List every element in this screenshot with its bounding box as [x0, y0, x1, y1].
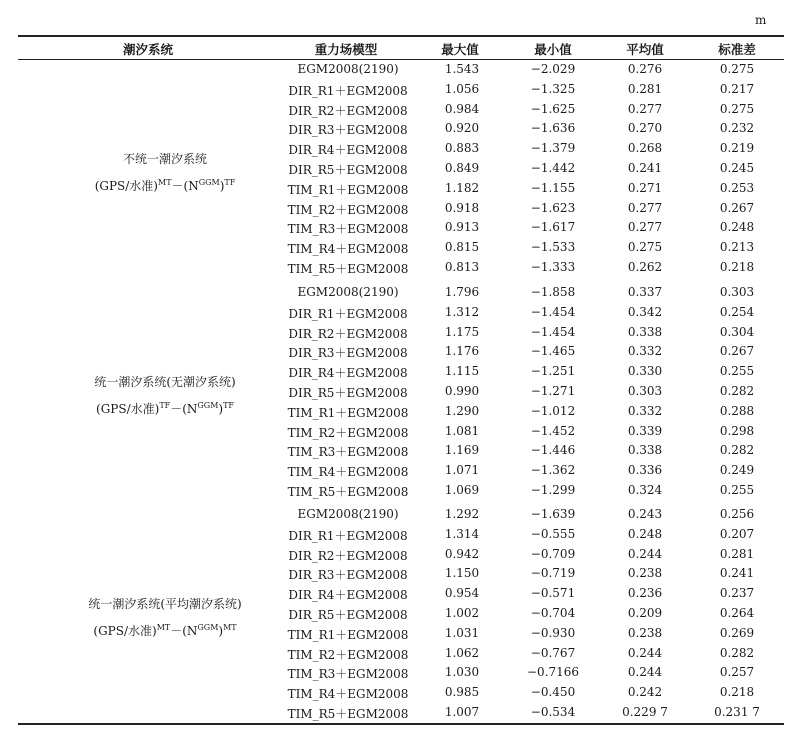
- cell-min: −1.639: [530, 507, 576, 521]
- cell-model: DIR_R3＋EGM2008: [288, 568, 408, 583]
- tide-system-title: 统一潮汐系统(无潮汐系统): [94, 374, 236, 389]
- header-tide-system: 潮汐系统: [122, 42, 174, 57]
- cell-model: DIR_R5＋EGM2008: [288, 608, 408, 622]
- cell-mean: 0.238: [627, 625, 663, 640]
- cell-mean: 0.268: [627, 141, 663, 156]
- cell-max: 0.813: [444, 260, 480, 274]
- cell-mean: 0.330: [627, 364, 663, 379]
- cell-std: 0.255: [719, 483, 755, 497]
- cell-std: 0.241: [719, 566, 755, 581]
- table-row: [0, 606, 802, 626]
- cell-min: −1.636: [530, 121, 576, 136]
- table-row: [0, 121, 802, 141]
- cell-max: 0.942: [444, 546, 480, 561]
- table-row: [0, 141, 802, 161]
- cell-model: EGM2008(2190): [297, 285, 399, 299]
- tide-system-title: 统一潮汐系统(平均潮汐系统): [88, 596, 242, 611]
- table-row: [0, 527, 802, 547]
- cell-model: EGM2008(2190): [297, 507, 399, 521]
- cell-std: 0.255: [719, 364, 755, 379]
- cell-max: 0.883: [444, 141, 480, 156]
- header-std: 标准差: [718, 42, 756, 57]
- cell-model: TIM_R2＋EGM2008: [287, 647, 409, 662]
- cell-mean: 0.236: [627, 586, 663, 601]
- table-row: [0, 685, 802, 705]
- cell-max: 1.030: [444, 665, 480, 680]
- cell-mean: 0.338: [627, 324, 663, 339]
- cell-max: 1.312: [444, 304, 480, 319]
- cell-mean: 0.238: [627, 566, 663, 581]
- cell-std: 0.257: [719, 665, 755, 680]
- cell-std: 0.275: [719, 101, 755, 116]
- cell-std: 0.249: [719, 463, 755, 478]
- cell-mean: 0.276: [627, 62, 663, 76]
- table-row: [0, 161, 802, 181]
- cell-std: 0.264: [719, 606, 755, 620]
- cell-max: 1.290: [444, 403, 480, 418]
- cell-mean: 0.275: [627, 240, 663, 255]
- cell-mean: 0.244: [627, 546, 663, 561]
- cell-min: −0.571: [530, 586, 576, 601]
- cell-mean: 0.270: [627, 121, 663, 136]
- cell-max: 1.081: [444, 423, 480, 438]
- cell-mean: 0.243: [627, 507, 663, 521]
- cell-model: DIR_R2＋EGM2008: [288, 548, 408, 563]
- cell-model: DIR_R1＋EGM2008: [288, 306, 408, 321]
- table-row: [0, 384, 802, 404]
- cell-mean: 0.242: [627, 685, 663, 700]
- cell-std: 0.282: [719, 384, 755, 398]
- table-header-rule: [18, 59, 784, 60]
- cell-mean: 0.332: [627, 403, 663, 418]
- cell-min: −1.454: [530, 324, 576, 339]
- cell-std: 0.304: [719, 324, 755, 339]
- table-row: [0, 364, 802, 384]
- cell-min: −1.625: [530, 101, 576, 116]
- cell-min: −0.534: [530, 705, 576, 719]
- cell-mean: 0.339: [627, 423, 663, 438]
- table-row: [0, 586, 802, 606]
- cell-max: 0.918: [444, 200, 480, 215]
- cell-min: −0.704: [530, 606, 576, 620]
- cell-model: DIR_R4＋EGM2008: [288, 366, 408, 381]
- cell-max: 1.292: [444, 507, 480, 521]
- cell-model: TIM_R4＋EGM2008: [287, 242, 409, 257]
- cell-mean: 0.338: [627, 443, 663, 458]
- cell-model: DIR_R4＋EGM2008: [288, 588, 408, 603]
- cell-std: 0.256: [719, 507, 755, 521]
- cell-std: 0.288: [719, 403, 755, 418]
- cell-min: −1.271: [530, 384, 576, 398]
- cell-std: 0.281: [719, 546, 755, 561]
- cell-std: 0.254: [719, 304, 755, 319]
- table-bottom-rule: [18, 723, 784, 725]
- cell-min: −1.533: [530, 240, 576, 255]
- cell-min: −1.446: [530, 443, 576, 458]
- cell-model: TIM_R2＋EGM2008: [287, 202, 409, 217]
- cell-model: DIR_R4＋EGM2008: [288, 143, 408, 158]
- cell-mean: 0.244: [627, 645, 663, 660]
- cell-model: DIR_R2＋EGM2008: [288, 326, 408, 341]
- cell-std: 0.213: [719, 240, 755, 255]
- cell-min: −1.299: [530, 483, 576, 497]
- tide-system-title: 不统一潮汐系统: [122, 151, 207, 166]
- cell-max: 1.150: [444, 566, 480, 581]
- table-row: [0, 201, 802, 221]
- table-row: [0, 260, 802, 280]
- cell-std: 0.267: [719, 344, 755, 359]
- cell-max: 1.314: [444, 526, 480, 541]
- cell-max: 1.115: [444, 364, 480, 379]
- cell-max: 1.543: [444, 62, 480, 76]
- cell-model: DIR_R3＋EGM2008: [288, 123, 408, 138]
- cell-min: −1.325: [530, 81, 576, 96]
- cell-std: 0.207: [719, 526, 755, 541]
- cell-model: DIR_R1＋EGM2008: [288, 528, 408, 543]
- cell-min: −0.767: [530, 645, 576, 660]
- cell-max: 1.069: [444, 483, 480, 497]
- cell-mean: 0.342: [627, 304, 663, 319]
- header-min: 最小值: [534, 42, 572, 57]
- table-row: [0, 82, 802, 102]
- cell-mean: 0.336: [627, 463, 663, 478]
- cell-mean: 0.229 7: [622, 705, 668, 719]
- cell-model: TIM_R5＋EGM2008: [287, 485, 409, 499]
- table-row: [0, 463, 802, 483]
- cell-model: DIR_R3＋EGM2008: [288, 346, 408, 361]
- cell-min: −1.362: [530, 463, 576, 478]
- table-row: [0, 62, 802, 82]
- cell-model: TIM_R3＋EGM2008: [287, 445, 409, 460]
- unit-label: m: [755, 13, 767, 27]
- cell-min: −1.454: [530, 304, 576, 319]
- cell-mean: 0.281: [627, 81, 663, 96]
- cell-model: TIM_R4＋EGM2008: [287, 687, 409, 702]
- cell-std: 0.245: [719, 161, 755, 175]
- header-model: 重力场模型: [314, 42, 378, 57]
- table-row: [0, 102, 802, 122]
- cell-mean: 0.324: [627, 483, 663, 497]
- table-row: [0, 424, 802, 444]
- cell-max: 1.062: [444, 645, 480, 660]
- cell-min: −1.858: [530, 285, 576, 299]
- cell-model: TIM_R5＋EGM2008: [287, 707, 409, 721]
- cell-mean: 0.271: [627, 180, 663, 195]
- cell-max: 1.796: [444, 285, 480, 299]
- cell-max: 0.849: [444, 161, 480, 175]
- cell-model: EGM2008(2190): [297, 62, 399, 76]
- cell-model: TIM_R5＋EGM2008: [287, 262, 409, 276]
- cell-max: 1.176: [444, 344, 480, 359]
- header-mean: 平均值: [626, 42, 664, 57]
- cell-max: 0.815: [444, 240, 480, 255]
- cell-min: −0.555: [530, 526, 576, 541]
- cell-max: 0.920: [444, 121, 480, 136]
- cell-max: 1.007: [444, 705, 480, 719]
- cell-mean: 0.248: [627, 526, 663, 541]
- cell-model: DIR_R2＋EGM2008: [288, 103, 408, 118]
- cell-min: −1.012: [530, 403, 576, 418]
- table-row: [0, 483, 802, 503]
- table-row: [0, 646, 802, 666]
- cell-max: 1.031: [444, 625, 480, 640]
- cell-max: 0.913: [444, 220, 480, 235]
- table-row: [0, 404, 802, 424]
- cell-std: 0.253: [719, 180, 755, 195]
- cell-min: −1.465: [530, 344, 576, 359]
- cell-min: −1.379: [530, 141, 576, 156]
- cell-std: 0.219: [719, 141, 755, 156]
- table-row: [0, 665, 802, 685]
- cell-std: 0.232: [719, 121, 755, 136]
- table-row: [0, 181, 802, 201]
- cell-min: −1.617: [530, 220, 576, 235]
- cell-model: TIM_R3＋EGM2008: [287, 222, 409, 237]
- tide-system-formula: (GPS/水准)$^{MT}-(N^{GGM})^{MT}$: [93, 622, 237, 638]
- cell-min: −0.7166: [526, 665, 580, 680]
- cell-min: −1.442: [530, 161, 576, 175]
- cell-mean: 0.244: [627, 665, 663, 680]
- cell-std: 0.303: [719, 285, 755, 299]
- cell-max: 1.175: [444, 324, 480, 339]
- cell-std: 0.298: [719, 423, 755, 438]
- cell-mean: 0.241: [627, 161, 663, 175]
- cell-max: 1.002: [444, 606, 480, 620]
- cell-model: TIM_R3＋EGM2008: [287, 667, 409, 682]
- cell-mean: 0.209: [627, 606, 663, 620]
- table-row: [0, 507, 802, 527]
- cell-min: −1.623: [530, 200, 576, 215]
- cell-min: −1.452: [530, 423, 576, 438]
- table-row: [0, 626, 802, 646]
- table-row: [0, 344, 802, 364]
- cell-mean: 0.337: [627, 285, 663, 299]
- table-row: [0, 325, 802, 345]
- cell-std: 0.218: [719, 685, 755, 700]
- table-row: [0, 566, 802, 586]
- cell-model: TIM_R1＋EGM2008: [287, 405, 409, 420]
- header-max: 最大值: [441, 42, 479, 57]
- cell-model: DIR_R5＋EGM2008: [288, 163, 408, 177]
- table-row: [0, 705, 802, 725]
- cell-mean: 0.303: [627, 384, 663, 398]
- cell-mean: 0.277: [627, 220, 663, 235]
- cell-max: 1.071: [444, 463, 480, 478]
- cell-min: −0.930: [530, 625, 576, 640]
- table-row: [0, 240, 802, 260]
- cell-std: 0.282: [719, 645, 755, 660]
- tide-system-formula: (GPS/水准)$^{MT}-(N^{GGM})^{TF}$: [94, 177, 236, 193]
- cell-min: −0.719: [530, 566, 576, 581]
- cell-min: −2.029: [530, 62, 576, 76]
- table-row: [0, 443, 802, 463]
- cell-mean: 0.332: [627, 344, 663, 359]
- cell-max: 0.984: [444, 101, 480, 116]
- cell-std: 0.269: [719, 625, 755, 640]
- cell-std: 0.237: [719, 586, 755, 601]
- cell-std: 0.275: [719, 62, 755, 76]
- table-row: [0, 220, 802, 240]
- cell-std: 0.218: [719, 260, 755, 274]
- table-top-rule: [18, 35, 784, 37]
- cell-model: TIM_R4＋EGM2008: [287, 465, 409, 480]
- table-row: [0, 285, 802, 305]
- cell-max: 1.182: [444, 180, 480, 195]
- cell-max: 1.056: [444, 81, 480, 96]
- cell-min: −1.155: [530, 180, 576, 195]
- cell-model: TIM_R1＋EGM2008: [287, 182, 409, 197]
- cell-max: 0.954: [444, 586, 480, 601]
- cell-min: −1.251: [530, 364, 576, 379]
- cell-model: TIM_R2＋EGM2008: [287, 425, 409, 440]
- cell-min: −0.709: [530, 546, 576, 561]
- cell-std: 0.248: [719, 220, 755, 235]
- cell-mean: 0.277: [627, 200, 663, 215]
- cell-mean: 0.262: [627, 260, 663, 274]
- cell-std: 0.217: [719, 81, 755, 96]
- cell-max: 0.985: [444, 685, 480, 700]
- cell-std: 0.282: [719, 443, 755, 458]
- tide-system-formula: (GPS/水准)$^{TF}-(N^{GGM})^{TF}$: [96, 400, 234, 416]
- table-row: [0, 305, 802, 325]
- cell-mean: 0.277: [627, 101, 663, 116]
- cell-std: 0.267: [719, 200, 755, 215]
- cell-max: 0.990: [444, 384, 480, 398]
- cell-min: −1.333: [530, 260, 576, 274]
- cell-std: 0.231 7: [714, 705, 760, 719]
- cell-model: DIR_R1＋EGM2008: [288, 83, 408, 98]
- cell-model: TIM_R1＋EGM2008: [287, 627, 409, 642]
- cell-model: DIR_R5＋EGM2008: [288, 386, 408, 400]
- cell-min: −0.450: [530, 685, 576, 700]
- cell-max: 1.169: [444, 443, 480, 458]
- table-row: [0, 547, 802, 567]
